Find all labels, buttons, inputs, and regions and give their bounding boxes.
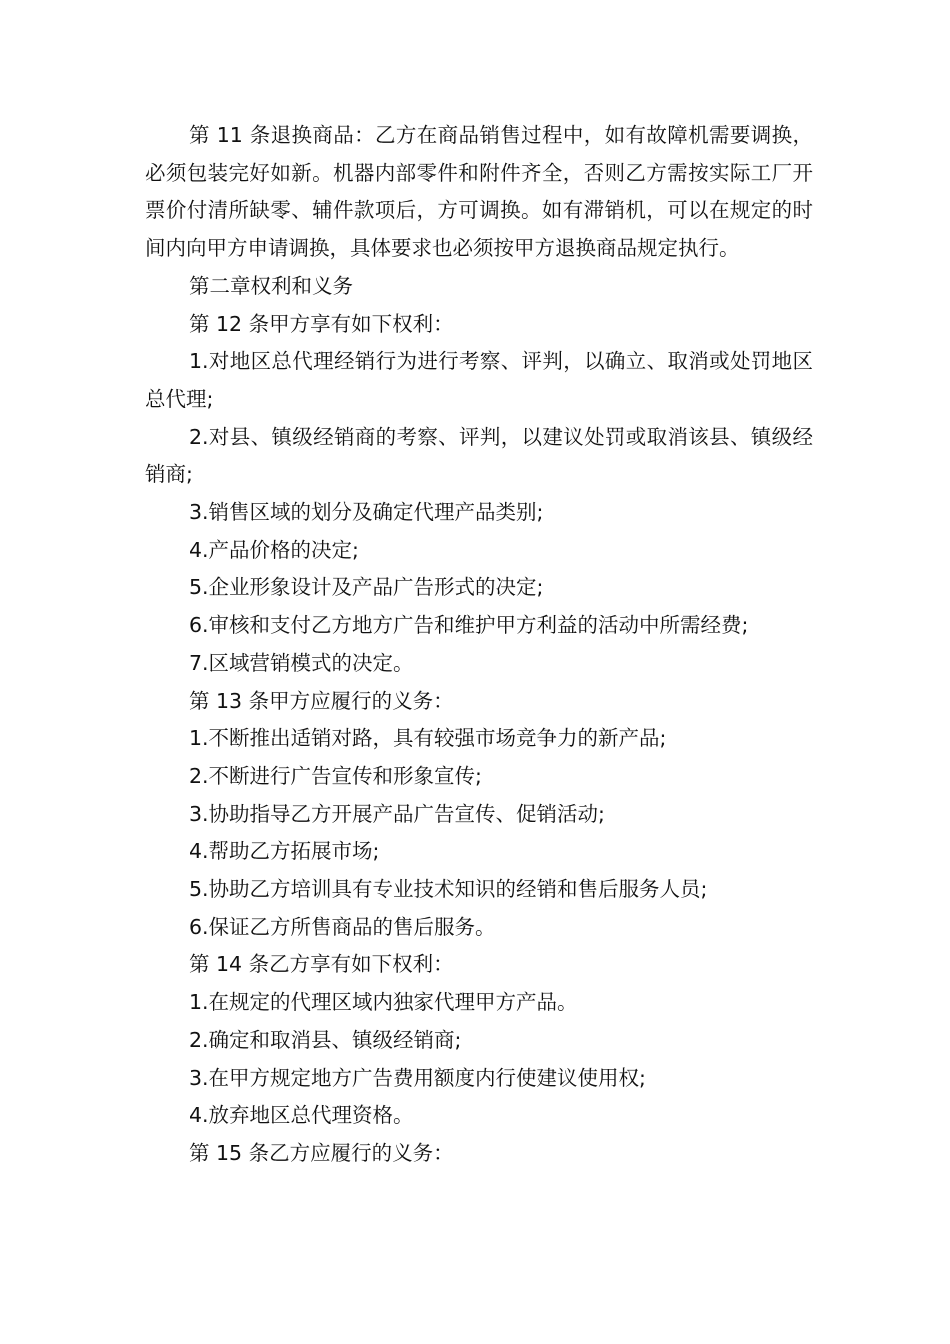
list-item: 5.企业形象设计及产品广告形式的决定;: [189, 575, 544, 600]
paragraph-article-11: 第 11 条退换商品：乙方在商品销售过程中，如有故障机需要调换，必须包装完好如新。机器内部零件和附件齐全，否则乙方需按实际工厂开票价付清所缺零、辅件款项后，方可调换。如有滞销机，可以在规定的时间内向甲方申请调换，具体要求也必须按甲方退换商品规定执行。: [145, 123, 813, 261]
list-item: 5.协助乙方培训具有专业技术知识的经销和售后服务人员;: [189, 877, 708, 902]
list-item: 3.销售区域的划分及确定代理产品类别;: [189, 500, 544, 525]
list-item: 6.保证乙方所售商品的售后服务。: [189, 914, 496, 939]
list-item: 1.不断推出适销对路，具有较强市场竞争力的新产品;: [189, 726, 667, 751]
list-item: 4.帮助乙方拓展市场;: [189, 839, 380, 864]
list-item: 7.区域营销模式的决定。: [189, 650, 414, 675]
list-item: 3.在甲方规定地方广告费用额度内行使建议使用权;: [189, 1065, 646, 1090]
list-item: 1.在规定的代理区域内独家代理甲方产品。: [189, 990, 578, 1015]
article-14-heading: 第 14 条乙方享有如下权利：: [189, 952, 454, 977]
list-item: 2.确定和取消县、镇级经销商;: [189, 1027, 462, 1052]
list-item: 4.放弃地区总代理资格。: [189, 1103, 414, 1128]
list-item: 2.对县、镇级经销商的考察、评判，以建议处罚或取消该县、镇级经销商;: [145, 424, 813, 487]
list-item: 3.协助指导乙方开展产品广告宣传、促销活动;: [189, 801, 605, 826]
document-body: [145, 117, 813, 1173]
chapter-heading: 第二章权利和义务: [189, 273, 353, 298]
list-item: 1.对地区总代理经销行为进行考察、评判，以确立、取消或处罚地区总代理;: [145, 349, 813, 411]
list-item: 4.产品价格的决定;: [189, 537, 359, 562]
article-15-heading: 第 15 条乙方应履行的义务：: [189, 1140, 454, 1165]
list-item: 2.不断进行广告宣传和形象宣传;: [189, 763, 482, 788]
article-12-heading: 第 12 条甲方享有如下权利：: [189, 311, 454, 336]
list-item: 6.审核和支付乙方地方广告和维护甲方利益的活动中所需经费;: [189, 613, 749, 638]
article-13-heading: 第 13 条甲方应履行的义务：: [189, 688, 454, 713]
